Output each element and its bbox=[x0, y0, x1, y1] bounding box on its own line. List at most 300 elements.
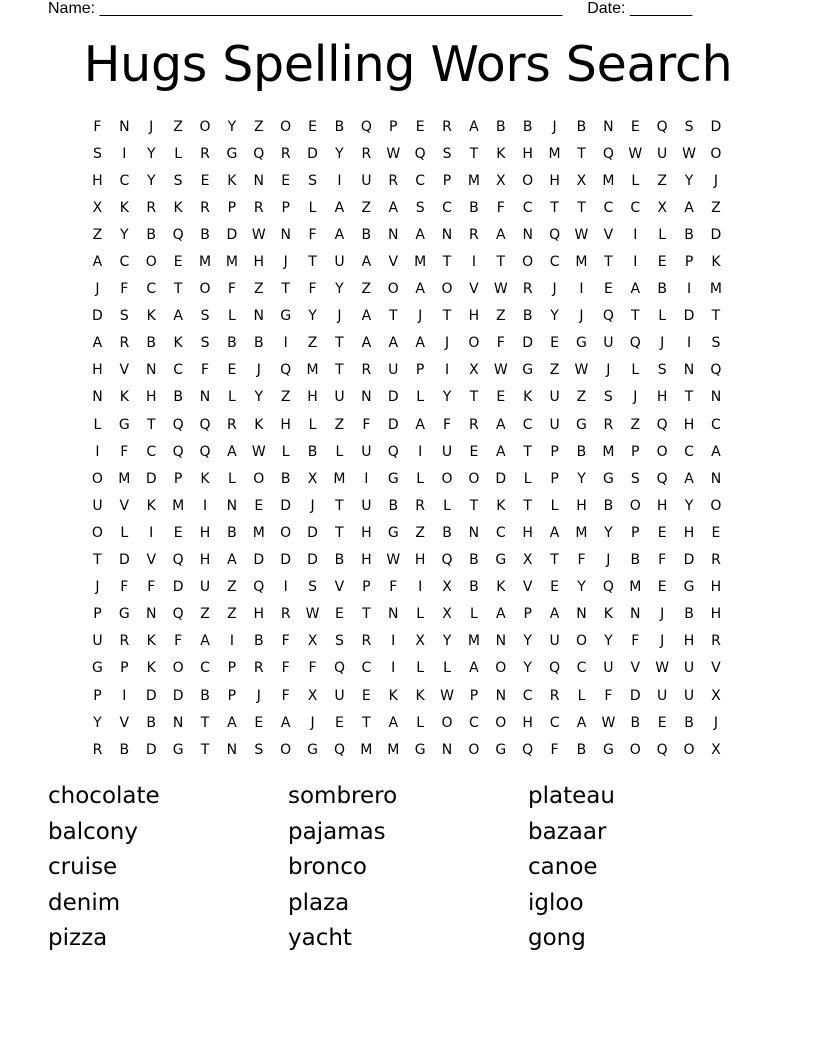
grid-letter: Y bbox=[120, 226, 129, 243]
grid-letter: J bbox=[660, 606, 665, 623]
grid-letter: L bbox=[416, 714, 425, 731]
grid-letter: F bbox=[120, 281, 129, 298]
grid-letter: W bbox=[440, 687, 454, 704]
grid-letter: V bbox=[469, 281, 479, 298]
grid-letter: Z bbox=[361, 281, 372, 298]
grid-letter: L bbox=[308, 416, 317, 433]
grid-letter: Y bbox=[442, 633, 452, 650]
grid-letter: G bbox=[683, 579, 695, 596]
date-label: Date: bbox=[587, 0, 626, 17]
grid-letter: N bbox=[683, 362, 695, 379]
grid-letter: Q bbox=[414, 145, 426, 162]
grid-letter: U bbox=[603, 660, 614, 677]
grid-letter: P bbox=[227, 687, 237, 704]
grid-letter: H bbox=[710, 579, 722, 596]
grid-letter: B bbox=[361, 226, 372, 243]
grid-letter: I bbox=[283, 335, 288, 352]
grid-letter: Z bbox=[630, 416, 641, 433]
grid-letter: Y bbox=[684, 172, 694, 189]
grid-letter: U bbox=[92, 633, 103, 650]
grid-letter: A bbox=[227, 552, 237, 569]
grid-letter: H bbox=[92, 362, 103, 379]
grid-letter: F bbox=[308, 660, 317, 677]
grid-letter: Z bbox=[657, 172, 667, 189]
grid-letter: K bbox=[523, 389, 533, 406]
grid-letter: D bbox=[92, 308, 103, 325]
grid-letter: F bbox=[93, 118, 102, 135]
grid-letter: Y bbox=[254, 389, 264, 406]
grid-letter: I bbox=[633, 254, 638, 271]
grid-letter: B bbox=[253, 633, 264, 650]
grid-letter: R bbox=[253, 199, 264, 216]
grid-letter: S bbox=[630, 470, 640, 487]
grid-letter: T bbox=[577, 199, 586, 216]
grid-letter: B bbox=[442, 524, 452, 541]
grid-letter: Z bbox=[227, 579, 237, 596]
grid-letter: N bbox=[522, 226, 533, 243]
grid-letter: A bbox=[496, 416, 506, 433]
grid-letter: C bbox=[442, 199, 452, 216]
grid-row bbox=[84, 194, 732, 221]
grid-letter: M bbox=[360, 741, 373, 758]
page-title: Hugs Spelling Wors Search bbox=[83, 36, 733, 93]
grid-letter: K bbox=[119, 199, 129, 216]
grid-letter: W bbox=[682, 145, 696, 162]
grid-letter: L bbox=[120, 524, 129, 541]
grid-letter: O bbox=[441, 470, 453, 487]
grid-letter: A bbox=[684, 199, 694, 216]
grid-letter: N bbox=[199, 389, 211, 406]
grid-letter: B bbox=[522, 308, 533, 325]
grid-letter: O bbox=[91, 470, 103, 487]
grid-letter: F bbox=[362, 416, 371, 433]
grid-letter: T bbox=[308, 254, 317, 271]
grid-letter: G bbox=[387, 470, 399, 487]
grid-letter: V bbox=[334, 579, 345, 596]
grid-letter: J bbox=[256, 362, 261, 379]
grid-letter: K bbox=[496, 579, 506, 596]
name-field[interactable]: ____________________________________________________ bbox=[99, 0, 563, 17]
grid-letter: Y bbox=[550, 308, 559, 325]
grid-letter: S bbox=[684, 118, 694, 135]
grid-letter: J bbox=[256, 687, 261, 704]
grid-letter: T bbox=[550, 199, 559, 216]
grid-row bbox=[84, 140, 732, 167]
grid-letter: Q bbox=[253, 579, 265, 596]
grid-letter: F bbox=[120, 579, 129, 596]
grid-letter: T bbox=[388, 308, 398, 325]
grid-letter: C bbox=[146, 281, 157, 298]
grid-letter: A bbox=[630, 281, 641, 298]
grid-letter: L bbox=[443, 497, 451, 514]
grid-letter: U bbox=[549, 389, 560, 406]
grid-letter: E bbox=[657, 524, 667, 541]
grid-letter: A bbox=[334, 199, 345, 216]
grid-letter: I bbox=[686, 335, 692, 352]
grid-row bbox=[84, 547, 732, 574]
word-item: cruise bbox=[48, 854, 118, 881]
grid-letter: T bbox=[281, 281, 290, 298]
grid-letter: A bbox=[92, 335, 103, 352]
grid-letter: J bbox=[418, 308, 423, 325]
grid-letter: T bbox=[362, 714, 371, 731]
grid-letter: B bbox=[280, 470, 291, 487]
grid-letter: P bbox=[120, 660, 129, 677]
grid-letter: W bbox=[628, 145, 643, 162]
grid-row bbox=[84, 465, 732, 492]
grid-letter: F bbox=[658, 552, 667, 569]
grid-letter: C bbox=[415, 172, 426, 189]
grid-letter: K bbox=[496, 145, 506, 162]
grid-letter: N bbox=[253, 308, 265, 325]
grid-letter: D bbox=[307, 552, 318, 569]
grid-letter: D bbox=[226, 226, 238, 243]
grid-letter: N bbox=[280, 226, 291, 243]
grid-letter: P bbox=[227, 199, 237, 216]
grid-letter: Q bbox=[280, 362, 292, 379]
grid-letter: M bbox=[709, 281, 722, 298]
grid-letter: N bbox=[388, 606, 399, 623]
grid-letter: E bbox=[361, 687, 371, 704]
grid-letter: H bbox=[683, 416, 695, 433]
grid-letter: L bbox=[631, 362, 640, 379]
grid-letter: Q bbox=[387, 443, 399, 460]
grid-letter: F bbox=[308, 281, 317, 298]
grid-letter: I bbox=[364, 470, 369, 487]
grid-letter: B bbox=[684, 606, 694, 623]
grid-letter: A bbox=[711, 443, 721, 460]
grid-letter: N bbox=[226, 497, 238, 514]
grid-letter: B bbox=[603, 497, 614, 514]
grid-letter: W bbox=[574, 226, 589, 243]
grid-letter: J bbox=[310, 497, 315, 514]
grid-letter: Z bbox=[496, 308, 506, 325]
grid-letter: J bbox=[444, 335, 450, 352]
grid-letter: P bbox=[227, 660, 237, 677]
grid-letter: C bbox=[522, 416, 533, 433]
grid-row bbox=[84, 628, 732, 655]
grid-letter: Q bbox=[629, 335, 641, 352]
grid-row bbox=[84, 303, 732, 330]
grid-letter: R bbox=[361, 145, 372, 162]
word-item: bazaar bbox=[528, 818, 607, 845]
grid-letter: O bbox=[280, 118, 292, 135]
grid-letter: N bbox=[388, 226, 399, 243]
grid-letter: O bbox=[172, 660, 184, 677]
grid-letter: Y bbox=[523, 660, 532, 677]
word-column bbox=[528, 780, 615, 958]
grid-letter: U bbox=[334, 687, 345, 704]
grid-letter: P bbox=[631, 524, 640, 541]
grid-letter: J bbox=[95, 281, 100, 298]
grid-letter: A bbox=[684, 470, 694, 487]
grid-letter: I bbox=[418, 579, 423, 596]
grid-letter: N bbox=[145, 606, 157, 623]
grid-letter: F bbox=[496, 335, 505, 352]
grid-letter: R bbox=[119, 335, 130, 352]
grid-letter: J bbox=[310, 714, 315, 731]
grid-letter: K bbox=[496, 497, 506, 514]
grid-letter: L bbox=[658, 308, 667, 325]
grid-letter: B bbox=[576, 741, 587, 758]
grid-letter: V bbox=[630, 660, 641, 677]
grid-letter: Y bbox=[146, 145, 156, 162]
grid-letter: A bbox=[227, 714, 237, 731]
grid-letter: A bbox=[496, 606, 506, 623]
grid-letter: N bbox=[226, 741, 238, 758]
grid-letter: E bbox=[200, 172, 210, 189]
grid-letter: J bbox=[552, 118, 557, 135]
grid-row bbox=[84, 574, 732, 601]
grid-letter: I bbox=[686, 281, 692, 298]
word-item: denim bbox=[48, 889, 121, 916]
grid-letter: B bbox=[200, 226, 210, 243]
grid-letter: F bbox=[496, 199, 505, 216]
grid-letter: P bbox=[631, 443, 640, 460]
grid-letter: K bbox=[415, 687, 425, 704]
grid-letter: O bbox=[522, 172, 534, 189]
grid-letter: N bbox=[253, 172, 265, 189]
grid-letter: M bbox=[387, 741, 400, 758]
grid-letter: Y bbox=[604, 633, 613, 650]
grid-letter: X bbox=[711, 687, 721, 704]
grid-letter: E bbox=[281, 172, 291, 189]
word-item: canoe bbox=[528, 854, 598, 881]
grid-letter: P bbox=[415, 362, 425, 379]
grid-letter: R bbox=[200, 199, 210, 216]
grid-letter: I bbox=[418, 443, 423, 460]
grid-letter: T bbox=[523, 497, 532, 514]
grid-row bbox=[84, 167, 732, 194]
grid-letter: Z bbox=[92, 226, 103, 243]
grid-letter: R bbox=[119, 633, 130, 650]
grid-letter: Q bbox=[602, 145, 614, 162]
grid-letter: C bbox=[576, 660, 587, 677]
grid-letter: W bbox=[493, 362, 508, 379]
grid-letter: C bbox=[522, 199, 533, 216]
grid-letter: O bbox=[468, 335, 480, 352]
grid-letter: Z bbox=[307, 335, 318, 352]
grid-letter: A bbox=[415, 416, 425, 433]
grid-letter: V bbox=[119, 714, 130, 731]
grid-letter: D bbox=[280, 497, 292, 514]
grid-letter: Y bbox=[577, 470, 586, 487]
grid-letter: X bbox=[442, 606, 452, 623]
grid-letter: R bbox=[92, 741, 103, 758]
grid-letter: Y bbox=[227, 118, 237, 135]
grid-letter: R bbox=[469, 416, 479, 433]
grid-letter: Q bbox=[172, 552, 184, 569]
grid-letter: L bbox=[174, 145, 183, 162]
grid-letter: Z bbox=[280, 389, 291, 406]
word-column bbox=[48, 780, 160, 958]
grid-row bbox=[84, 519, 732, 546]
grid-letter: E bbox=[335, 606, 344, 623]
grid-letter: A bbox=[576, 714, 587, 731]
grid-letter: O bbox=[575, 633, 587, 650]
grid-letter: J bbox=[713, 172, 718, 189]
grid-letter: H bbox=[656, 497, 668, 514]
grid-letter: D bbox=[145, 687, 157, 704]
grid-letter: U bbox=[683, 660, 695, 677]
grid-letter: B bbox=[119, 741, 130, 758]
grid-letter: Q bbox=[360, 118, 372, 135]
grid-letter: T bbox=[550, 552, 559, 569]
grid-letter: M bbox=[467, 172, 480, 189]
grid-letter: Q bbox=[172, 606, 184, 623]
grid-row bbox=[84, 276, 732, 303]
grid-letter: S bbox=[415, 199, 425, 216]
grid-letter: D bbox=[280, 552, 292, 569]
grid-letter: O bbox=[710, 145, 722, 162]
grid-letter: Y bbox=[93, 714, 102, 731]
grid-letter: M bbox=[414, 254, 427, 271]
grid-letter: Q bbox=[333, 660, 345, 677]
grid-letter: F bbox=[577, 552, 586, 569]
grid-letter: D bbox=[172, 579, 184, 596]
grid-letter: X bbox=[307, 633, 318, 650]
grid-letter: T bbox=[442, 308, 452, 325]
grid-letter: R bbox=[415, 497, 425, 514]
grid-letter: Y bbox=[146, 172, 156, 189]
grid-letter: Z bbox=[334, 416, 345, 433]
grid-letter: D bbox=[710, 226, 722, 243]
grid-letter: I bbox=[579, 281, 584, 298]
grid-letter: H bbox=[549, 172, 560, 189]
grid-letter: E bbox=[254, 714, 264, 731]
grid-letter: J bbox=[552, 281, 557, 298]
grid-letter: O bbox=[468, 741, 480, 758]
grid-letter: C bbox=[630, 199, 641, 216]
grid-letter: K bbox=[146, 633, 156, 650]
date-field[interactable]: _______ bbox=[629, 0, 693, 17]
grid-letter: L bbox=[443, 660, 451, 677]
grid-letter: G bbox=[602, 741, 614, 758]
grid-letter: K bbox=[173, 199, 183, 216]
grid-letter: R bbox=[227, 416, 237, 433]
grid-letter: S bbox=[173, 172, 183, 189]
grid-letter: G bbox=[414, 741, 426, 758]
grid-letter: S bbox=[603, 389, 613, 406]
grid-letter: D bbox=[145, 470, 157, 487]
word-item: pajamas bbox=[288, 818, 386, 845]
grid-letter: R bbox=[711, 633, 721, 650]
grid-letter: Z bbox=[361, 199, 372, 216]
grid-letter: F bbox=[281, 687, 290, 704]
grid-letter: U bbox=[657, 145, 668, 162]
grid-letter: R bbox=[469, 226, 479, 243]
grid-letter: U bbox=[549, 416, 560, 433]
grid-letter: B bbox=[630, 714, 641, 731]
grid-letter: O bbox=[280, 524, 292, 541]
grid-letter: L bbox=[416, 660, 425, 677]
grid-letter: K bbox=[146, 660, 156, 677]
grid-letter: S bbox=[119, 308, 129, 325]
grid-letter: C bbox=[173, 362, 183, 379]
grid-letter: E bbox=[415, 118, 425, 135]
grid-letter: Q bbox=[656, 416, 668, 433]
grid-letter: R bbox=[280, 606, 291, 623]
grid-letter: M bbox=[225, 254, 238, 271]
grid-letter: W bbox=[574, 362, 589, 379]
grid-letter: Q bbox=[253, 145, 265, 162]
grid-letter: O bbox=[683, 741, 695, 758]
grid-letter: S bbox=[335, 633, 344, 650]
grid-letter: B bbox=[307, 443, 318, 460]
grid-letter: V bbox=[119, 497, 130, 514]
grid-letter: E bbox=[173, 254, 183, 271]
grid-letter: D bbox=[387, 416, 399, 433]
grid-letter: Q bbox=[549, 660, 561, 677]
grid-letter: T bbox=[630, 308, 640, 325]
grid-letter: X bbox=[657, 199, 667, 216]
grid-letter: B bbox=[334, 118, 345, 135]
grid-row bbox=[84, 248, 732, 275]
grid-letter: U bbox=[603, 335, 614, 352]
grid-letter: R bbox=[146, 199, 157, 216]
grid-letter: X bbox=[307, 687, 318, 704]
grid-letter: H bbox=[468, 308, 480, 325]
grid-letter: D bbox=[710, 118, 722, 135]
grid-row bbox=[84, 221, 732, 248]
grid-letter: O bbox=[145, 254, 157, 271]
grid-letter: D bbox=[683, 552, 695, 569]
grid-letter: S bbox=[200, 308, 210, 325]
grid-letter: B bbox=[146, 226, 157, 243]
grid-letter: A bbox=[388, 335, 399, 352]
grid-letter: L bbox=[550, 497, 559, 514]
grid-letter: B bbox=[576, 118, 587, 135]
grid-letter: G bbox=[307, 741, 318, 758]
grid-letter: X bbox=[711, 741, 721, 758]
grid-letter: T bbox=[93, 552, 102, 569]
grid-letter: U bbox=[657, 687, 668, 704]
grid-letter: P bbox=[523, 606, 532, 623]
grid-letter: R bbox=[200, 145, 210, 162]
grid-letter: G bbox=[387, 524, 399, 541]
grid-letter: C bbox=[146, 443, 157, 460]
grid-letter: S bbox=[657, 362, 667, 379]
grid-letter: T bbox=[496, 254, 506, 271]
grid-letter: E bbox=[335, 714, 344, 731]
grid-letter: E bbox=[227, 362, 237, 379]
grid-letter: Y bbox=[308, 308, 317, 325]
grid-letter: M bbox=[333, 470, 346, 487]
grid-letter: M bbox=[602, 443, 615, 460]
grid-letter: P bbox=[469, 687, 479, 704]
grid-letter: U bbox=[388, 362, 399, 379]
grid-letter: D bbox=[629, 687, 641, 704]
grid-letter: O bbox=[495, 714, 507, 731]
grid-letter: J bbox=[149, 118, 154, 135]
grid-letter: P bbox=[550, 443, 559, 460]
grid-letter: H bbox=[280, 416, 291, 433]
grid-letter: K bbox=[200, 470, 210, 487]
grid-letter: X bbox=[92, 199, 103, 216]
grid-letter: A bbox=[388, 714, 399, 731]
grid-letter: P bbox=[550, 470, 559, 487]
grid-letter: E bbox=[254, 497, 264, 514]
grid-letter: N bbox=[119, 118, 130, 135]
grid-letter: T bbox=[469, 389, 479, 406]
grid-letter: V bbox=[522, 579, 533, 596]
grid-letter: Q bbox=[172, 416, 184, 433]
grid-letter: O bbox=[199, 281, 211, 298]
grid-letter: T bbox=[146, 416, 156, 433]
grid-letter: J bbox=[606, 552, 611, 569]
grid-letter: H bbox=[199, 552, 211, 569]
grid-letter: A bbox=[92, 254, 103, 271]
